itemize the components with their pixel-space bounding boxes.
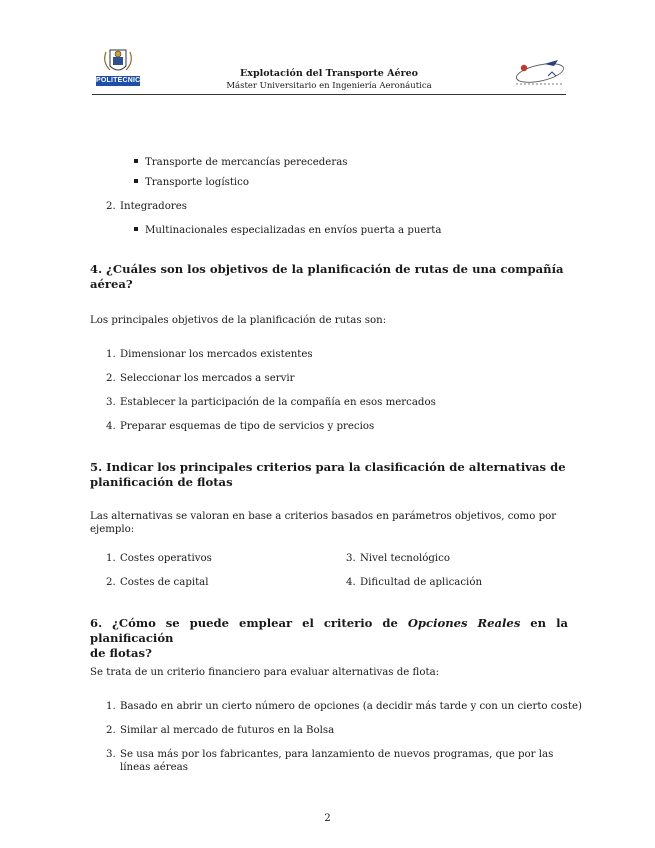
- list-item: 2. Seleccionar los mercados a servir: [106, 373, 295, 384]
- bullet-square-icon: [134, 179, 138, 183]
- list-item: Multinacionales especializadas en envíos puerta a puerta: [134, 224, 441, 237]
- list-item: Transporte logístico: [134, 176, 249, 189]
- section-6-paragraph: Se trata de un criterio financiero para evaluar alternativas de flota:: [90, 667, 440, 678]
- list-item: 1. Dimensionar los mercados existentes: [106, 349, 313, 360]
- section-5-heading: 5. Indicar los principales criterios para la clasificación de alternativas de planificación de flotas: [90, 460, 566, 489]
- aircraft-orbit-icon: [514, 58, 566, 88]
- university-logo-text: POLITÉCNICA: [96, 77, 146, 84]
- enum-item-integradores: 2. Integradores: [106, 201, 187, 212]
- header-subtitle: Máster Universitario en Ingeniería Aeronáutica: [226, 81, 432, 91]
- list-item: Transporte de mercancías perecederas: [134, 156, 348, 169]
- list-item: 3. Establecer la participación de la compañía en esos mercados: [106, 397, 436, 408]
- header-title: Explotación del Transporte Aéreo: [240, 68, 418, 79]
- page-header: [92, 46, 566, 94]
- list-item: 4. Dificultad de aplicación: [346, 577, 483, 588]
- section-5-paragraph: Las alternativas se valoran en base a criterios basados en parámetros objetivos, como por ejemplo:: [90, 511, 557, 535]
- section-4-heading: 4. ¿Cuáles son los objetivos de la planificación de rutas de una compañía aérea?: [90, 262, 564, 291]
- section-4-paragraph: Los principales objetivos de la planificación de rutas son:: [90, 315, 387, 326]
- list-item: 4. Preparar esquemas de tipo de servicios y precios: [106, 421, 375, 432]
- list-item: 2. Costes de capital: [106, 577, 209, 588]
- list-item: 3. Se usa más por los fabricantes, para lanzamiento de nuevos programas, que por las líneas aéreas: [106, 749, 554, 773]
- header-divider: [92, 94, 566, 95]
- list-item: 1. Basado en abrir un cierto número de opciones (a decidir más tarde y con un cierto coste): [106, 701, 582, 712]
- list-item: 2. Similar al mercado de futuros en la Bolsa: [106, 725, 335, 736]
- bullet-square-icon: [134, 159, 138, 163]
- page-number: 2: [324, 813, 331, 824]
- section-6-heading: 6. ¿Cómo se puede emplear el criterio de Opciones Reales en la planificación de flotas?: [90, 616, 568, 660]
- list-item: 1. Costes operativos: [106, 553, 212, 564]
- bullet-square-icon: [134, 227, 138, 231]
- list-item: 3. Nivel tecnológico: [346, 553, 450, 564]
